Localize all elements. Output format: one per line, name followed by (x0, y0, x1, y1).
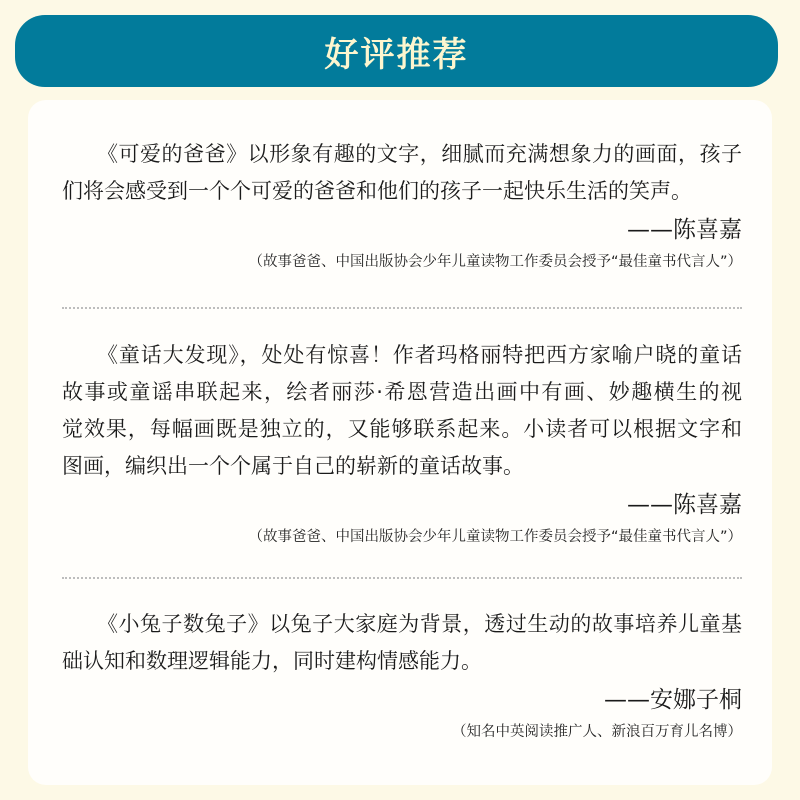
review-text-line: 《小兔子数兔子》以兔子大家庭为背景，透过生动的故事培养儿童基 (97, 612, 742, 636)
review-text-line: 《童话大发现》，处处有惊喜！作者玛格丽特把西方家喻户晓的童话 (97, 343, 742, 367)
review-author: ——安娜子桐 (604, 687, 742, 713)
review-author-note: （故事爸爸、中国出版协会少年儿童读物工作委员会授予“最佳童书代言人”） (248, 529, 742, 545)
review-text-line: 们将会感受到一个个可爱的爸爸和他们的孩子一起快乐生活的笑声。 (62, 179, 692, 203)
review-author-note: （知名中英阅读推广人、新浪百万育儿名博） (452, 724, 742, 740)
review-author-note: （故事爸爸、中国出版协会少年儿童读物工作委员会授予“最佳童书代言人”） (248, 254, 742, 270)
review-author: ——陈喜嘉 (627, 492, 742, 518)
review-text-line: 《可爱的爸爸》以形象有趣的文字，细腻而充满想象力的画面，孩子 (97, 142, 742, 166)
review-3 (62, 606, 742, 746)
review-text-line: 图画，编织出一个个属于自己的崭新的童话故事。 (62, 454, 524, 478)
divider (62, 307, 742, 309)
review-text-line: 觉效果，每幅画既是独立的，又能够联系起来。小读者可以根据文字和 (62, 417, 742, 441)
review-text-line: 础认知和数理逻辑能力，同时建构情感能力。 (62, 649, 482, 673)
section-header (15, 15, 778, 87)
review-author: ——陈喜嘉 (627, 217, 742, 243)
divider (62, 577, 742, 579)
section-title: 好评推荐 (324, 34, 469, 75)
review-2 (62, 337, 742, 551)
reviews-card (28, 100, 772, 785)
review-text-line: 故事或童谣串联起来，绘者丽莎·希恩营造出画中有画、妙趣横生的视 (62, 380, 742, 404)
review-1 (62, 136, 742, 276)
